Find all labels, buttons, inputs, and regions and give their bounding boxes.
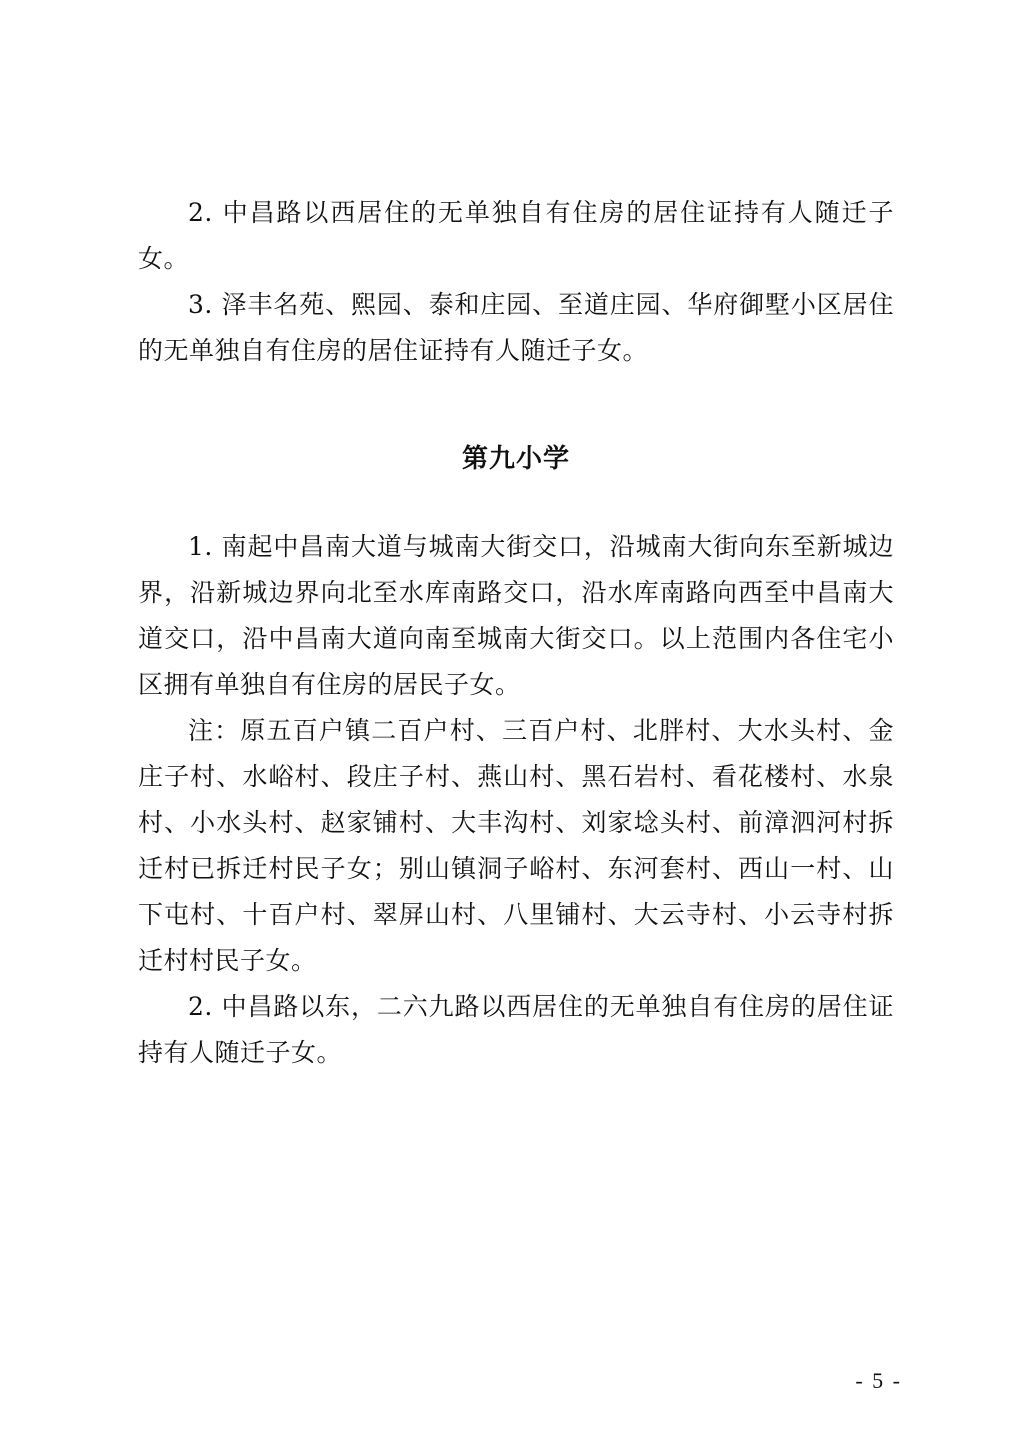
paragraph-item-2-east-of-zhongchang: 2. 中昌路以东，二六九路以西居住的无单独自有住房的居住证持有人随迁子女。 [138, 992, 894, 1067]
paragraph-item-2-west-of-zhongchang: 2. 中昌路以西居住的无单独自有住房的居住证持有人随迁子女。 [138, 198, 894, 273]
section-heading: 第九小学 [461, 444, 570, 474]
paragraph-note-villages: 注：原五百户镇二百户村、三百户村、北胖村、大水头村、金庄子村、水峪村、段庄子村、燕山村、黑石岩村、看花楼村、水泉村、小水头村、赵家铺村、大丰沟村、刘家埝头村、前漳泗河村拆迁村已拆迁村民子女；别山镇洞子峪村、东河套村、西山一村、山下屯村、十百户村、翠屏山村、八里铺村、大云寺村、小云寺村拆迁村村民子女。 [138, 716, 894, 975]
spacer [138, 482, 894, 524]
paragraph-item-1-boundary: 1. 南起中昌南大道与城南大街交口，沿城南大街向东至新城边界，沿新城边界向北至水库南路交口，沿水库南路向西至中昌南大道交口，沿中昌南大道向南至城南大街交口。以上范围内各住宅小区拥有单独自有住房的居民子女。 [138, 532, 894, 699]
page-number: - 5 - [855, 1368, 902, 1393]
document-body [138, 190, 894, 1076]
paragraph-item-3-residential-communities: 3. 泽丰名苑、熙园、泰和庄园、至道庄园、华府御墅小区居住的无单独自有住房的居住证持有人随迁子女。 [138, 290, 894, 365]
spacer [138, 374, 894, 436]
